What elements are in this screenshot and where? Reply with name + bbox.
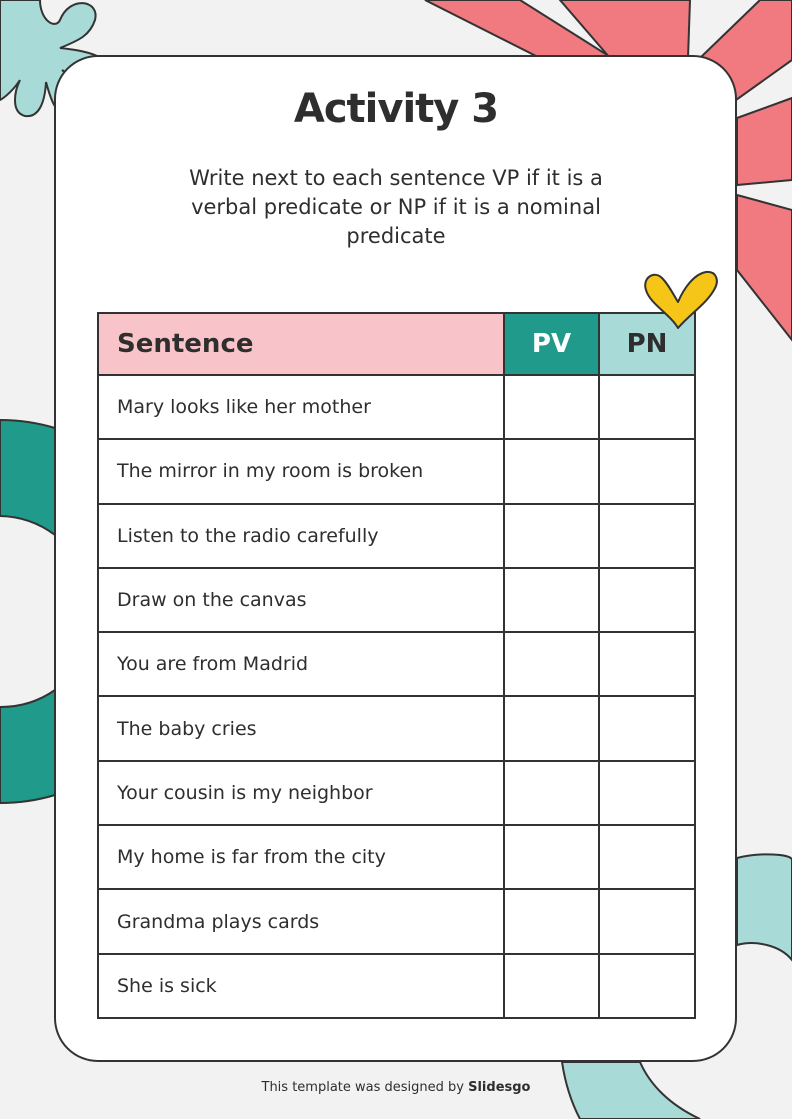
page-title: Activity 3: [293, 86, 499, 132]
pn-answer-cell[interactable]: [599, 696, 695, 760]
pn-answer-cell[interactable]: [599, 568, 695, 632]
table-row: [98, 696, 695, 760]
instructions-text: Write next to each sentence VP if it is a verbal predicate or NP if it is a nominal predicate: [189, 166, 603, 248]
footer-text: This template was designed by: [261, 1080, 469, 1095]
pn-answer-cell[interactable]: [599, 761, 695, 825]
table-row: [98, 504, 695, 568]
activity-table-wrapper: [97, 312, 694, 1019]
sentence-cell: You are from Madrid: [98, 632, 504, 696]
pv-answer-cell[interactable]: [504, 889, 599, 953]
pn-answer-cell[interactable]: [599, 632, 695, 696]
header-pv: PV: [504, 313, 599, 375]
sentence-cell: The mirror in my room is broken: [98, 439, 504, 503]
pv-answer-cell[interactable]: [504, 825, 599, 889]
teal-ring-shape: [0, 420, 55, 803]
header-sentence: Sentence: [98, 313, 504, 375]
sentence-cell: Your cousin is my neighbor: [98, 761, 504, 825]
table-row: [98, 954, 695, 1018]
table-row: [98, 439, 695, 503]
pn-answer-cell[interactable]: [599, 375, 695, 439]
pv-answer-cell[interactable]: [504, 954, 599, 1018]
sentence-cell: Grandma plays cards: [98, 889, 504, 953]
table-row: [98, 632, 695, 696]
activity-table: [97, 312, 696, 1019]
pv-answer-cell[interactable]: [504, 504, 599, 568]
header-pn: PN: [599, 313, 695, 375]
table-row: [98, 375, 695, 439]
pv-answer-cell[interactable]: [504, 696, 599, 760]
table-row: [98, 761, 695, 825]
pn-answer-cell[interactable]: [599, 954, 695, 1018]
sentence-cell: She is sick: [98, 954, 504, 1018]
table-row: [98, 889, 695, 953]
table-row: [98, 568, 695, 632]
heart-doodle-icon: [640, 268, 720, 334]
sentence-cell: Listen to the radio carefully: [98, 504, 504, 568]
pv-answer-cell[interactable]: [504, 375, 599, 439]
footer-brand[interactable]: Slidesgo: [468, 1080, 531, 1095]
sentence-cell: Draw on the canvas: [98, 568, 504, 632]
pv-answer-cell[interactable]: [504, 439, 599, 503]
footer-credit: [0, 1080, 792, 1095]
sentence-cell: Mary looks like her mother: [98, 375, 504, 439]
table-header-row: [98, 313, 695, 375]
pn-answer-cell[interactable]: [599, 825, 695, 889]
pn-answer-cell[interactable]: [599, 439, 695, 503]
pv-answer-cell[interactable]: [504, 568, 599, 632]
sentence-cell: The baby cries: [98, 696, 504, 760]
pn-answer-cell[interactable]: [599, 889, 695, 953]
table-row: [98, 825, 695, 889]
pv-answer-cell[interactable]: [504, 632, 599, 696]
sentence-cell: My home is far from the city: [98, 825, 504, 889]
pv-answer-cell[interactable]: [504, 761, 599, 825]
pn-answer-cell[interactable]: [599, 504, 695, 568]
